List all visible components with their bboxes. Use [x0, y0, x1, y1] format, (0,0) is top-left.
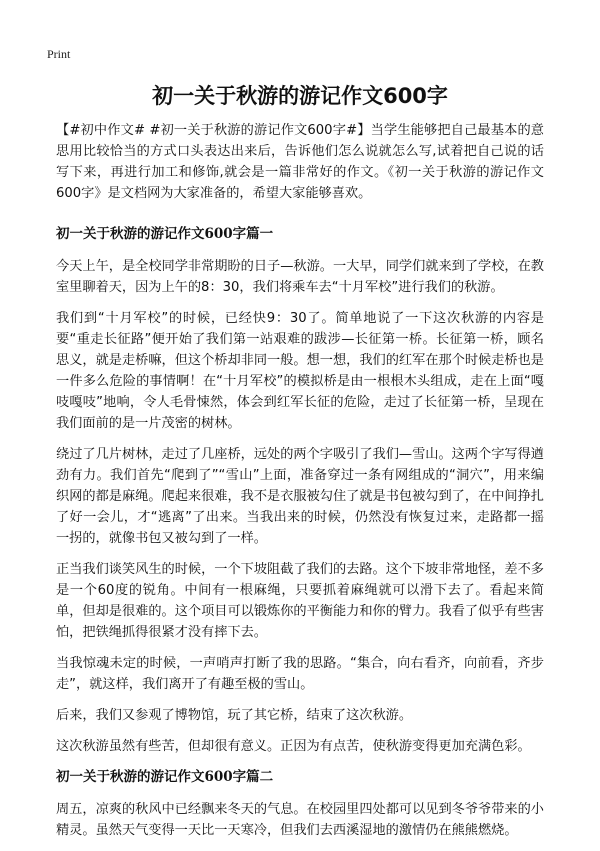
paragraph: 后来，我们又参观了博物馆，玩了其它桥，结束了这次秋游。: [56, 708, 413, 723]
paragraph: 正当我们谈笑风生的时候，一个下坡阻截了我们的去路。这个下坡非常地怪，差不多是一个60度的锐角。中间有一根麻绳，只要抓着麻绳就可以滑下去了。看起来简单，但却是很难的。这个项目可以锻炼你的平衡能力和你的臂力。我看了似乎有些害怕，把铁绳抓得很紧才没有摔下去。: [56, 562, 544, 640]
section-heading-2: 初一关于秋游的游记作文600字篇二: [56, 769, 274, 785]
print-link[interactable]: Print: [47, 47, 71, 61]
article-content: [56, 120, 544, 851]
intro-paragraph: 【#初中作文# #初一关于秋游的游记作文600字#】当学生能够把自己最基本的意思用比较恰当的方式口头表达出来后，告诉他们怎么说就怎么写,试着把自己说的话写下来，再进行加工和修饰,就会是一篇非常好的作文。《初一关于秋游的游记作文600字》是文档网为大家准备的，希望大家能够喜欢。: [56, 123, 544, 201]
paragraph: 我们到“十月军校”的时候，已经快9：30了。简单地说了一下这次秋游的内容是要“重走长征路”便开始了我们第一站艰难的跋涉—长征第一桥。长征第一桥，顾名思义，就是走桥嘛，但这个桥却非同一般。想一想，我们的红军在那个时候走桥也是一件多么危险的事情啊！在“十月军校”的模拟桥是由一根根木头组成，走在上面“嘎吱嘎吱”地响，令人毛骨悚然，体会到红军长征的危险，走过了长征第一桥，呈现在我们面前的是一片茂密的树林。: [56, 311, 544, 431]
page-title: 初一关于秋游的游记作文600字: [152, 84, 448, 108]
paragraph: 绕过了几片树林，走过了几座桥，远处的两个字吸引了我们—雪山。这两个字写得遒劲有力。我们首先“爬到了”“雪山”上面，准备穿过一条有网组成的“洞穴”，用来编织网的都是麻绳。爬起来很难，我不是衣服被勾住了就是书包被勾到了，在中间挣扎了好一会儿，才“逃离”了出来。当我出来的时候，仍然没有恢复过来，走路都一摇一拐的，就像书包又被勾到了一样。: [56, 447, 544, 546]
paragraph: 当我惊魂未定的时候，一声哨声打断了我的思路。“集合，向右看齐，向前看，齐步走”，就这样，我们离开了有趣至极的雪山。: [56, 656, 544, 692]
paragraph: 今天上午，是全校同学非常期盼的日子—秋游。一大早，同学们就来到了学校，在教室里聊着天，因为上午的8：30，我们将乘车去“十月军校”进行我们的秋游。: [56, 259, 544, 295]
paragraph: 周五，凉爽的秋风中已经飘来冬天的气息。在校园里四处都可以见到冬爷爷带来的小精灵。虽然天气变得一天比一天寒冷，但我们去西溪湿地的激情仍在熊熊燃烧。: [56, 802, 544, 838]
paragraph: 这次秋游虽然有些苦，但却很有意义。正因为有点苦，使秋游变得更加充满色彩。: [56, 739, 531, 754]
section-heading-1: 初一关于秋游的游记作文600字篇一: [56, 226, 274, 242]
